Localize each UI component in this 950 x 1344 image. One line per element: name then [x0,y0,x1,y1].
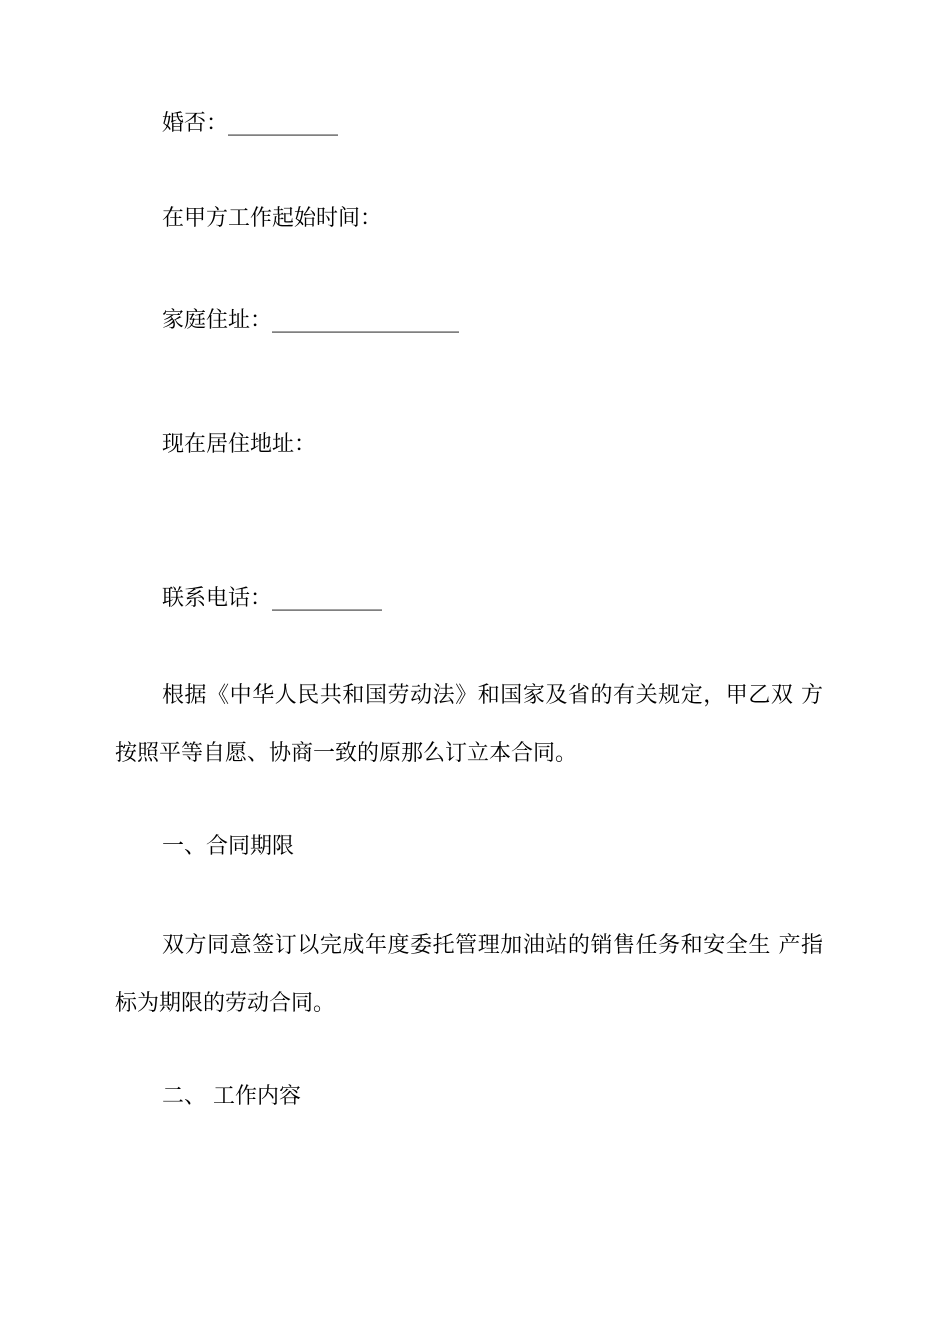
home-address-field: 家庭住址：_________________ [162,308,460,333]
section-heading-contract-term: 一、合同期限 [162,834,295,859]
marital-status-field: 婚否：__________ [162,111,339,136]
start-time-field: 在甲方工作起始时间： [162,206,383,231]
section-heading-work-content: 二、 工作内容 [162,1084,301,1109]
intro-paragraph: 根据《中华人民共和国劳动法》和国家及省的有关规定，甲乙双 方按照平等自愿、协商一致的原那么订立本合同。 [115,683,823,766]
current-address-field: 现在居住地址： [162,432,317,457]
phone-field: 联系电话：__________ [162,586,383,611]
contract-term-paragraph: 双方同意签订以完成年度委托管理加油站的销售任务和安全生 产指标为期限的劳动合同。 [115,933,823,1016]
